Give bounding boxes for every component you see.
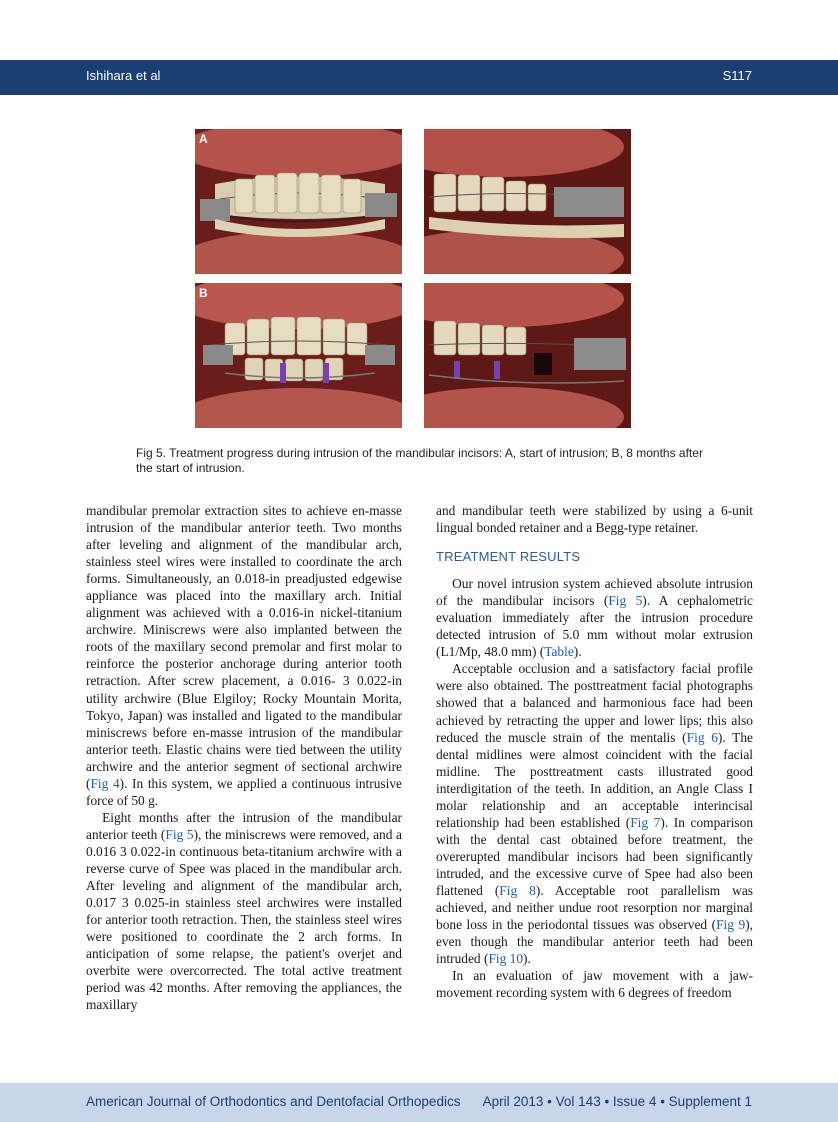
panel-b-label: B [199, 286, 208, 300]
paragraph: Acceptable occlusion and a satisfactory facial profile were also obtained. The posttreatment facial photographs showed that a balanced and harmonious face had been achieved by retracting the upper and lower lips; this also reduced the muscle strain of the mentalis (Fig 6). The dental midlines were almost coincident with the facial midline. The posttreatment casts illustrated good interdigitation of the teeth. In addition, an Angle Class I molar relationship and an acceptable interincisal relationship had been established (Fig 7). In comparison with the dental cast obtained before treatment, the overerupted mandibular incisors had been significantly intruded, and the excessive curve of Spee had also been flattened (Fig 8). Acceptable root parallelism was achieved, and neither undue root resorption nor marginal bone loss in the periodontal tissues was observed (Fig 9), even though the mandibular anterior teeth had been intruded (Fig 10). [436, 661, 754, 967]
figure-reference-link[interactable]: Fig 5 [165, 826, 194, 842]
photo-a-frontal [195, 129, 402, 274]
right-column [436, 502, 753, 1001]
figure-caption: Fig 5. Treatment progress during intrusion of the mandibular incisors: A, start of intrusion; B, 8 months after the start of intrusion. [136, 446, 703, 475]
photo-a-lateral [424, 129, 631, 274]
paragraph: and mandibular teeth were stabilized by using a 6-unit lingual bonded retainer and a Begg-type retainer. [436, 503, 753, 536]
photo-b-frontal [195, 283, 402, 428]
journal-footer [0, 1083, 838, 1122]
section-heading: TREATMENT RESULTS [436, 549, 581, 565]
figure-reference-link[interactable]: Fig 5 [608, 593, 643, 609]
paragraph: Our novel intrusion system achieved absolute intrusion of the mandibular incisors (Fig 5). A cephalometric evaluation immediately after the intrusion procedure detected intrusion of 5.0 mm without molar extrusion (L1/Mp, 48.0 mm) (Table). [436, 576, 753, 660]
paragraph: In an evaluation of jaw movement with a jaw-movement recording system with 6 degrees of freedom [436, 968, 753, 1001]
figure-reference-link[interactable]: Fig 4 [90, 775, 120, 791]
figure-reference-link[interactable]: Fig 6 [686, 729, 718, 745]
figure-reference-link[interactable]: Fig 8 [499, 882, 536, 898]
table-reference-link[interactable]: Table [544, 644, 574, 660]
paragraph: mandibular premolar extraction sites to achieve en-masse intrusion of the mandibular anterior teeth. Two months after leveling and alignment of the mandibular arch, stainless steel wires were installed to coordinate the arch forms. Simultaneously, an 0.018-in preadjusted edgewise appliance was placed into the maxillary arch. Initial alignment was achieved with a 0.016-in nickel-titanium archwire. Miniscrews were also implanted between the roots of the maxillary second premolar and first molar to reinforce the posterior anchorage during anterior tooth retraction. After screw placement, a 0.016- 3 0.022-in utility archwire (Blue Elgiloy; Rocky Mountain Morita, Tokyo, Japan) was installed and ligated to the mandibular miniscrews before en-masse intrusion of the mandibular anterior teeth. Elastic chains were tied between the utility archwire and the anterior segment of sectional archwire (Fig 4). In this system, we applied a continuous intrusive force of 50 g. [86, 503, 402, 808]
panel-a-label: A [199, 132, 208, 146]
figure-reference-link[interactable]: Fig 9 [716, 917, 746, 933]
paragraph: Eight months after the intrusion of the mandibular anterior teeth (Fig 5), the miniscrews were removed, and a 0.016 3 0.022-in continuous beta-titanium archwire with a reverse curve of Spee was placed in the mandibular arch. After leveling and alignment of the mandibular arch, 0.017 3 0.025-in stainless steel archwires were installed for anterior tooth retraction. Then, the stainless steel wires were positioned to coordinate the 2 arch forms. In anticipation of some relapse, the patient's overjet and overbite were overcorrected. The total active treatment period was 42 months. After removing the appliances, the maxillary [86, 809, 402, 1013]
left-column [86, 502, 402, 1013]
running-header [0, 60, 838, 95]
running-header-authors: Ishihara et al [86, 68, 161, 83]
issue-info: April 2013 • Vol 143 • Issue 4 • Supplement 1 [482, 1094, 752, 1109]
journal-name: American Journal of Orthodontics and Dentofacial Orthopedics [86, 1094, 461, 1109]
photo-b-lateral [424, 283, 631, 428]
figure-reference-link[interactable]: Fig 10 [488, 951, 524, 967]
figure-reference-link[interactable]: Fig 7 [630, 814, 661, 830]
figure-5 [195, 129, 616, 428]
page-number: S117 [722, 68, 752, 83]
